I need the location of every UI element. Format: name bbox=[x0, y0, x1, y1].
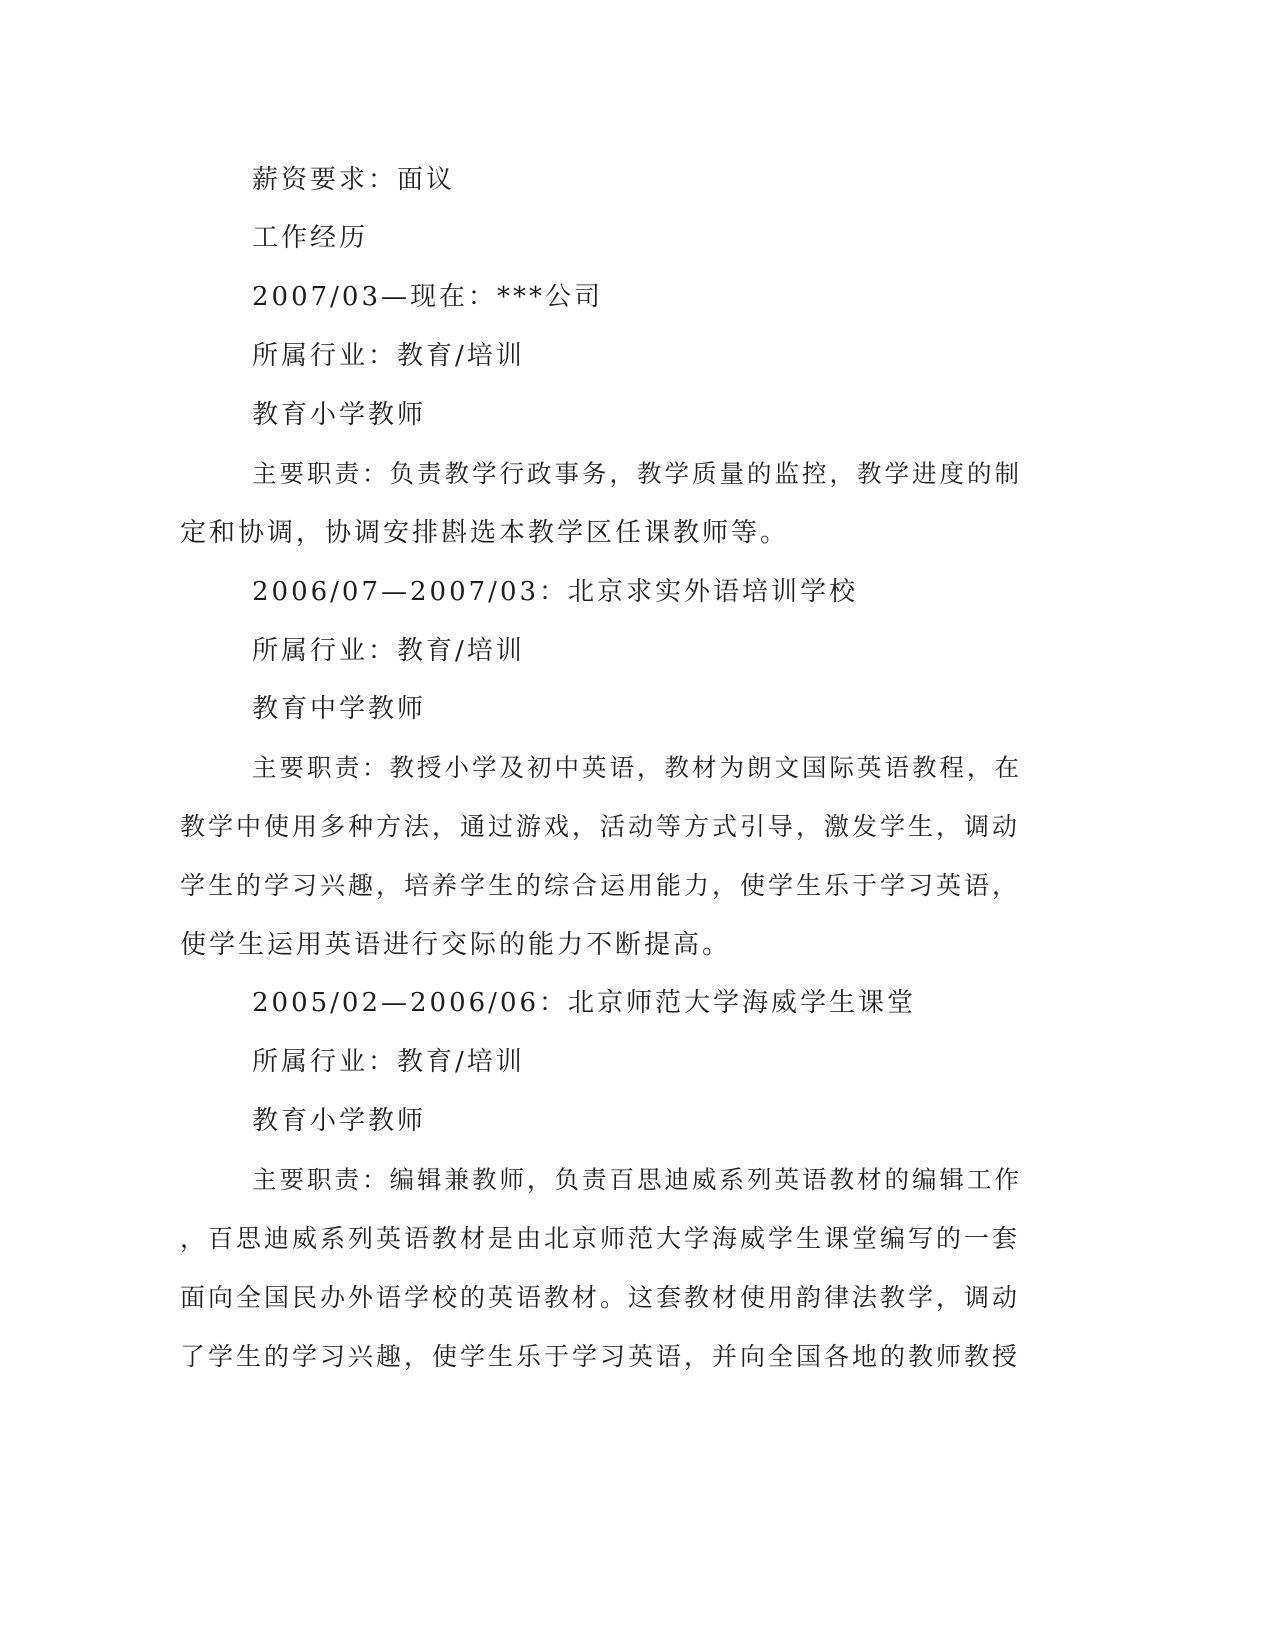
salary-requirement: 薪资要求：面议 bbox=[252, 165, 456, 195]
job-2-period: 2006/07—2007/03：北京求实外语培训学校 bbox=[252, 577, 859, 607]
job-2-industry: 所属行业：教育/培训 bbox=[252, 636, 525, 666]
job-3-duties-line-3: 面向全国民办外语学校的英语教材。这套教材使用韵律法教学，调动 bbox=[180, 1283, 1021, 1312]
job-1-duties-line-1: 主要职责：负责教学行政事务，教学质量的监控，教学进度的制 bbox=[252, 459, 1022, 488]
job-3-industry: 所属行业：教育/培训 bbox=[252, 1047, 525, 1077]
job-3-duties-line-1: 主要职责：编辑兼教师，负责百思迪威系列英语教材的编辑工作 bbox=[252, 1165, 1022, 1194]
job-3-period: 2005/02—2006/06：北京师范大学海威学生课堂 bbox=[252, 988, 917, 1018]
job-1-duties-line-2: 定和协调，协调安排斟选本教学区任课教师等。 bbox=[180, 518, 790, 548]
job-3-position: 教育小学教师 bbox=[252, 1106, 427, 1136]
section-heading-work-experience: 工作经历 bbox=[252, 223, 369, 253]
job-1-period: 2007/03—现在：***公司 bbox=[252, 282, 604, 312]
job-2-position: 教育中学教师 bbox=[252, 694, 427, 724]
job-2-duties-line-4: 使学生运用英语进行交际的能力不断提高。 bbox=[180, 930, 732, 960]
job-3-duties-line-4: 了学生的学习兴趣，使学生乐于学习英语，并向全国各地的教师教授 bbox=[180, 1342, 1021, 1371]
job-1-position: 教育小学教师 bbox=[252, 400, 427, 430]
job-2-duties-line-1: 主要职责：教授小学及初中英语，教材为朗文国际英语教程，在 bbox=[252, 753, 1022, 782]
job-3-duties-line-2: ，百思迪威系列英语教材是由北京师范大学海威学生课堂编写的一套 bbox=[180, 1224, 1021, 1253]
job-2-duties-line-3: 学生的学习兴趣，培养学生的综合运用能力，使学生乐于学习英语， bbox=[180, 871, 1021, 900]
job-1-industry: 所属行业：教育/培训 bbox=[252, 341, 525, 371]
job-2-duties-line-2: 教学中使用多种方法，通过游戏，活动等方式引导，激发学生，调动 bbox=[180, 812, 1021, 841]
